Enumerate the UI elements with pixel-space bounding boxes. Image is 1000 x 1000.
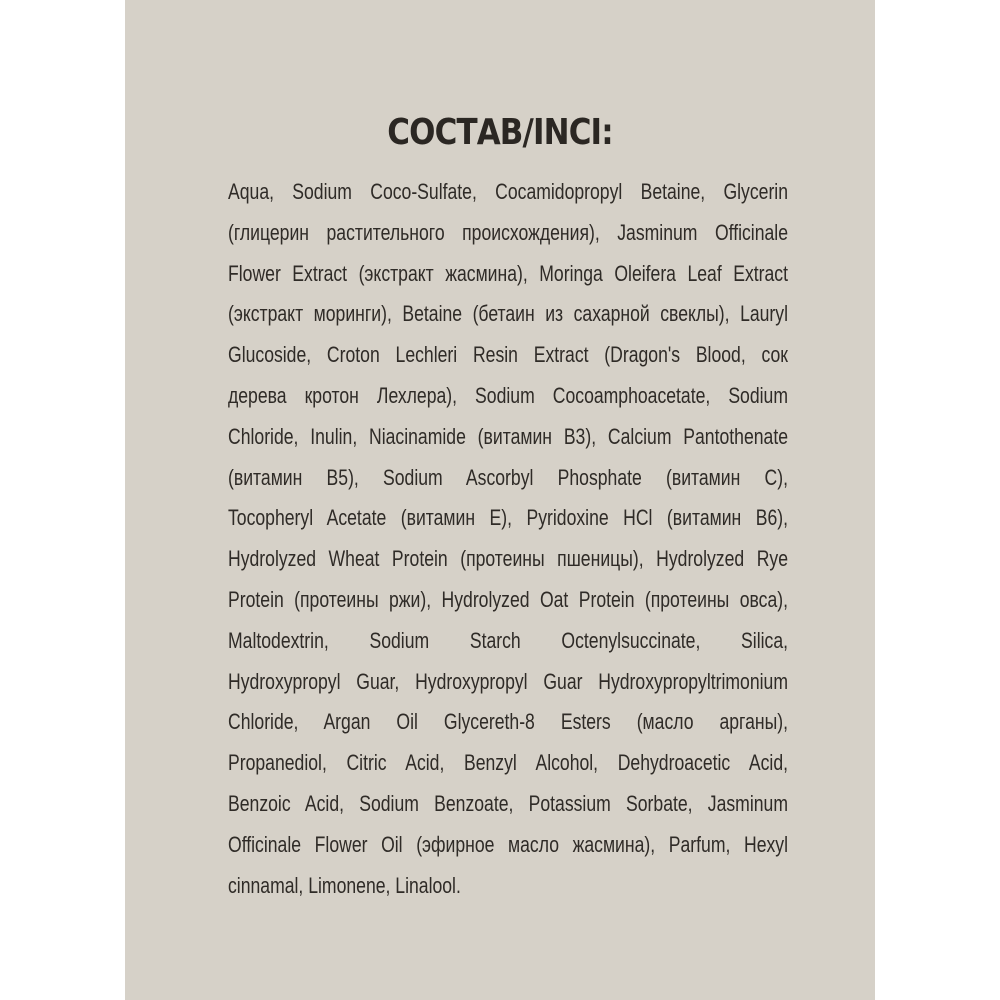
ingredients-line: Flower Extract (экстракт жасмина), Moringa Oleifera Leaf Extract: [228, 260, 788, 286]
ingredients-line: Aqua, Sodium Coco-Sulfate, Cocamidopropyl Betaine, Glycerin: [228, 179, 788, 204]
ingredients-line: Maltodextrin, Sodium Starch Octenylsuccinate, Silica,: [228, 627, 788, 653]
ingredients-line: Tocopheryl Acetate (витамин Е), Pyridoxine HCl (витамин В6),: [228, 505, 788, 531]
ingredients-line: Glucoside, Croton Lechleri Resin Extract (Dragon's Blood, сок: [228, 342, 788, 368]
ingredients-line: Propanediol, Citric Acid, Benzyl Alcohol, Dehydroacetic Acid,: [228, 750, 788, 776]
ingredients-line: Hydroxypropyl Guar, Hydroxypropyl Guar Hydroxypropyltrimonium: [228, 668, 788, 694]
ingredients-line: (витамин В5), Sodium Ascorbyl Phosphate (витамин С),: [228, 464, 788, 490]
ingredients-line: Protein (протеины ржи), Hydrolyzed Oat Protein (протеины овса),: [228, 586, 788, 612]
ingredients-line: Chloride, Inulin, Niacinamide (витамин В3), Calcium Pantothenate: [228, 423, 788, 449]
ingredients-line: (глицерин растительного происхождения), Jasminum Officinale: [228, 219, 788, 245]
ingredients-line: cinnamal, Limonene, Linalool.: [228, 872, 461, 898]
ingredients-line: (экстракт моринги), Betaine (бетаин из сахарной свеклы), Lauryl: [228, 301, 788, 327]
ingredients-line: Benzoic Acid, Sodium Benzoate, Potassium Sorbate, Jasminum: [228, 790, 788, 816]
ingredients-line: дерева кротон Лехлера), Sodium Cocoamphoacetate, Sodium: [228, 382, 788, 408]
ingredients-text: [228, 172, 788, 906]
ingredients-line: Chloride, Argan Oil Glycereth-8 Esters (масло арганы),: [228, 709, 788, 735]
ingredients-line: Hydrolyzed Wheat Protein (протеины пшеницы), Hydrolyzed Rye: [228, 546, 788, 572]
ingredients-title: СОСТАВ/INCI:: [387, 112, 613, 153]
ingredients-line: Officinale Flower Oil (эфирное масло жасмина), Parfum, Hexyl: [228, 831, 788, 857]
ingredients-card: [125, 0, 875, 1000]
